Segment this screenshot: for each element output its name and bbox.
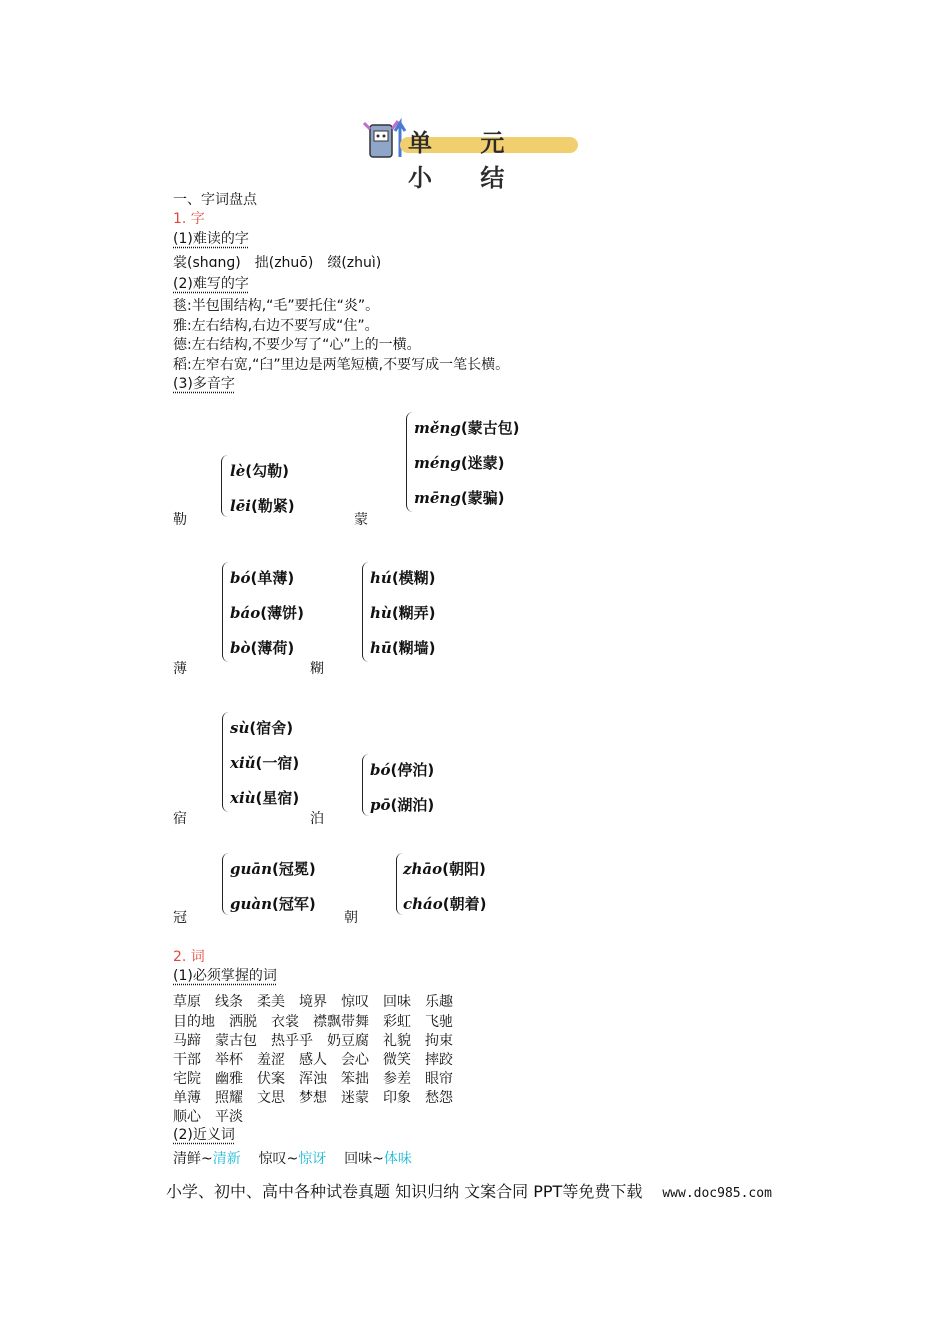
poly-char: 蒙: [354, 512, 368, 528]
word-item: 文思: [257, 1090, 285, 1106]
word-item: 线条: [215, 994, 243, 1010]
poly-reading: guān(冠冕): [230, 860, 316, 878]
word-item: 奶豆腐: [327, 1033, 369, 1049]
poly-reading: cháo(朝着): [403, 895, 487, 913]
must-words-label: (1)必须掌握的词: [173, 968, 277, 984]
hard-write-item: 稻:左窄右宽,“臼”里边是两笔短横,不要写成一笔长横。: [173, 357, 510, 373]
synonym-a: 惊叹: [258, 1151, 287, 1167]
hard-read-label: (1)难读的字: [173, 231, 249, 247]
word-item: 摔跤: [425, 1052, 453, 1068]
synonym-b: 体味: [383, 1151, 412, 1167]
poly-reading: hú(模糊): [370, 569, 436, 587]
brace: [362, 562, 369, 662]
hard-write-item: 雅:左右结构,右边不要写成“住”。: [173, 318, 379, 334]
poly-reading: lè(勾勒): [230, 462, 289, 480]
word-item: 惊叹: [341, 994, 369, 1010]
word-item: 单薄: [173, 1090, 201, 1106]
hard-write-item: 德:左右结构,不要少写了“心”上的一横。: [173, 337, 421, 353]
unit-summary-banner: [360, 117, 580, 192]
subsection-characters: 1. 字: [173, 211, 205, 227]
poly-char: 冠: [173, 910, 187, 926]
hard-read-items: 裳(shɑnɡ) 拙(zhuō) 缀(zhuì): [173, 255, 382, 271]
polyphonic-label: (3)多音字: [173, 376, 235, 392]
word-item: 飞驰: [425, 1014, 453, 1030]
poly-reading: bò(薄荷): [230, 639, 295, 657]
poly-reading: lēi(勒紧): [230, 497, 295, 515]
hard-write-item: 毯:半包围结构,“毛”要托住“炎”。: [173, 298, 380, 314]
poly-char: 宿: [173, 811, 187, 827]
poly-reading: xiǔ(一宿): [230, 754, 300, 772]
word-item: 平淡: [215, 1109, 243, 1125]
poly-reading: báo(薄饼): [230, 604, 304, 622]
word-item: 干部: [173, 1052, 201, 1068]
synonym-a: 清鲜: [173, 1151, 201, 1167]
banner-title: 单 元 小 结: [408, 128, 525, 192]
word-item: 微笑: [383, 1052, 411, 1068]
poly-reading: měng(蒙古包): [414, 419, 520, 437]
word-item: 照耀: [215, 1090, 243, 1106]
word-item: 洒脱: [229, 1014, 257, 1030]
word-row: [173, 1011, 467, 1031]
word-item: 襟飘带舞: [313, 1014, 369, 1030]
word-item: 衣裳: [271, 1014, 299, 1030]
word-row: [173, 1106, 257, 1126]
poly-reading: mēng(蒙骗): [414, 489, 505, 507]
word-item: 彩虹: [383, 1014, 411, 1030]
poly-char: 朝: [344, 910, 358, 926]
word-item: 回味: [383, 994, 411, 1010]
brace: [222, 853, 229, 915]
word-item: 迷蒙: [341, 1090, 369, 1106]
word-item: 幽雅: [215, 1071, 243, 1087]
poly-reading: bó(单薄): [230, 569, 295, 587]
synonym-b: 清新: [212, 1151, 241, 1167]
word-item: 会心: [341, 1052, 369, 1068]
synonyms-label: (2)近义词: [173, 1127, 235, 1143]
word-item: 梦想: [299, 1090, 327, 1106]
word-item: 眼帘: [425, 1071, 453, 1087]
poly-reading: sù(宿舍): [230, 719, 294, 737]
section-heading: 一、字词盘点: [173, 192, 257, 208]
word-item: 愁怨: [425, 1090, 453, 1106]
footer-text: 小学、初中、高中各种试卷真题 知识归纳 文案合同 PPT等免费下载: [166, 1182, 643, 1201]
word-row: [173, 1068, 467, 1088]
word-item: 举杯: [215, 1052, 243, 1068]
word-item: 顺心: [173, 1109, 201, 1125]
word-item: 印象: [383, 1090, 411, 1106]
poly-reading: xiù(星宿): [230, 789, 300, 807]
word-item: 草原: [173, 994, 201, 1010]
subsection-words: 2. 词: [173, 949, 205, 965]
word-item: 参差: [383, 1071, 411, 1087]
brace: [221, 455, 228, 517]
word-item: 礼貌: [383, 1033, 411, 1049]
brace: [222, 562, 229, 662]
poly-char: 糊: [310, 661, 324, 677]
word-item: 宅院: [173, 1071, 201, 1087]
poly-reading: hū(糊墙): [370, 639, 436, 657]
poly-char: 薄: [173, 661, 187, 677]
word-item: 蒙古包: [215, 1033, 257, 1049]
brace: [406, 412, 413, 512]
poly-reading: guàn(冠军): [230, 895, 316, 913]
word-item: 感人: [299, 1052, 327, 1068]
poly-reading: hù(糊弄): [370, 604, 436, 622]
synonym-row: 清鲜~清新 惊叹~惊讶 回味~体味: [173, 1151, 412, 1167]
word-row: [173, 991, 467, 1011]
word-item: 拘束: [425, 1033, 453, 1049]
word-item: 柔美: [257, 994, 285, 1010]
hard-write-label: (2)难写的字: [173, 276, 249, 292]
poly-reading: zhāo(朝阳): [403, 860, 486, 878]
word-item: 羞涩: [257, 1052, 285, 1068]
footer: [166, 1179, 772, 1202]
word-item: 目的地: [173, 1014, 215, 1030]
brace: [396, 853, 403, 915]
word-item: 热乎乎: [271, 1033, 313, 1049]
poly-char: 泊: [310, 811, 324, 827]
word-item: 笨拙: [341, 1071, 369, 1087]
word-item: 伏案: [257, 1071, 285, 1087]
poly-reading: pō(湖泊): [370, 796, 435, 814]
word-item: 乐趣: [425, 994, 453, 1010]
footer-url[interactable]: www.doc985.com: [662, 1186, 772, 1201]
word-item: 马蹄: [173, 1033, 201, 1049]
word-row: [173, 1049, 467, 1069]
synonym-b: 惊讶: [298, 1151, 327, 1167]
word-item: 浑浊: [299, 1071, 327, 1087]
poly-reading: méng(迷蒙): [414, 454, 505, 472]
word-row: [173, 1087, 467, 1107]
brace: [362, 754, 369, 816]
poly-reading: bó(停泊): [370, 761, 435, 779]
word-item: 境界: [299, 994, 327, 1010]
poly-char: 勒: [173, 512, 187, 528]
brace: [222, 712, 229, 812]
word-row: [173, 1030, 467, 1050]
synonym-a: 回味: [344, 1151, 373, 1167]
